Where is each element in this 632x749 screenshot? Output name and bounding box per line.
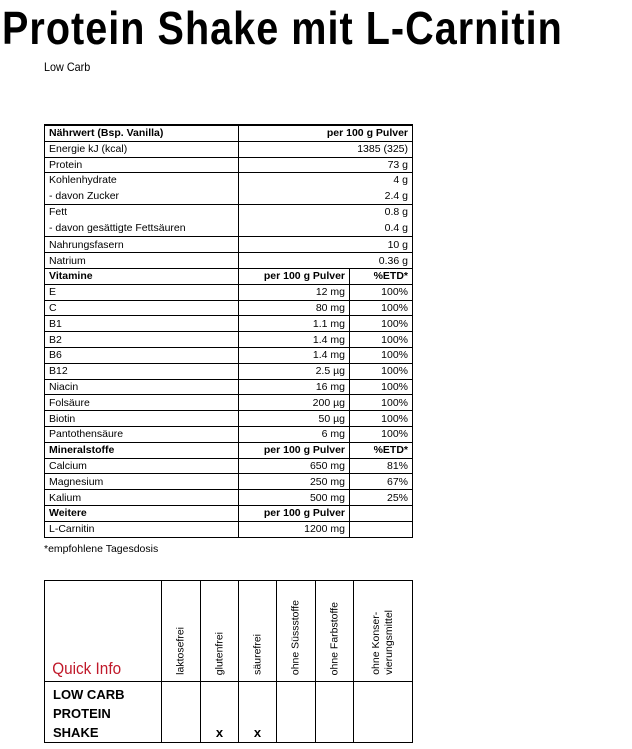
vitamin-row [45, 300, 413, 316]
nutrient-label [45, 205, 239, 237]
other-amount: 1200 mg [239, 521, 350, 537]
quick-info-product-row [45, 682, 413, 743]
vitamin-etd: 100% [350, 347, 413, 363]
quick-info-column [277, 581, 316, 682]
vitamin-etd: 100% [350, 300, 413, 316]
carbs-label: Kohlenhydrate [49, 174, 117, 187]
nutrient-label: Energie kJ (kcal) [45, 141, 239, 157]
vitamin-amount: 1.4 mg [239, 332, 350, 348]
vitamin-row [45, 316, 413, 332]
vitamin-row [45, 395, 413, 411]
vitamin-etd: 100% [350, 332, 413, 348]
vitamin-amount: 12 mg [239, 284, 350, 300]
quick-info-header-row [45, 581, 413, 682]
quick-info-column [201, 581, 239, 682]
vitamin-etd: 100% [350, 316, 413, 332]
other-etd [350, 521, 413, 537]
nutrient-value [239, 205, 413, 237]
product-name: LOW CARB PROTEIN SHAKE [53, 687, 125, 740]
quick-info-mark [354, 682, 413, 743]
vitamin-name: Biotin [45, 411, 239, 427]
others-header-label: Weitere [45, 505, 239, 521]
nutrition-row [45, 157, 413, 173]
footnote: *empfohlene Tagesdosis [44, 543, 159, 555]
others-header-empty [350, 505, 413, 521]
quick-info-label: Quick Info [52, 659, 122, 678]
nutrition-header-label: Nährwert (Bsp. Vanilla) [45, 125, 239, 141]
mineral-amount: 650 mg [239, 458, 350, 474]
vitamin-row [45, 411, 413, 427]
column-label: glutenfrei [213, 631, 225, 675]
quick-info-table [44, 580, 413, 743]
sat-fat-label: - davon gesättigte Fettsäuren [49, 221, 186, 234]
quick-info-column [316, 581, 354, 682]
vitamin-row [45, 284, 413, 300]
column-label: ohne Süssstoffe [289, 599, 302, 675]
vitamin-amount: 50 µg [239, 411, 350, 427]
nutrition-header-value: per 100 g Pulver [239, 125, 413, 141]
nutrient-value [239, 173, 413, 205]
other-name: L-Carnitin [45, 521, 239, 537]
nutrient-label: Protein [45, 157, 239, 173]
vitamin-etd: 100% [350, 395, 413, 411]
fat-label: Fett [49, 206, 68, 219]
quick-info-mark [316, 682, 354, 743]
mineral-amount: 250 mg [239, 474, 350, 490]
column-label: laktosefrei [174, 627, 187, 675]
sugar-label: - davon Zucker [49, 189, 120, 202]
vitamin-name: B1 [45, 316, 239, 332]
mineral-name: Magnesium [45, 474, 239, 490]
vitamin-etd: 100% [350, 379, 413, 395]
quick-info-column [162, 581, 201, 682]
nutrient-value: 1385 (325) [239, 141, 413, 157]
other-row [45, 521, 413, 537]
vitamin-name: Folsäure [45, 395, 239, 411]
vitamin-amount: 80 mg [239, 300, 350, 316]
vitamin-etd: 100% [350, 426, 413, 442]
others-header-amount: per 100 g Pulver [239, 505, 350, 521]
mineral-name: Calcium [45, 458, 239, 474]
quick-info-column [354, 581, 413, 682]
vitamin-row [45, 426, 413, 442]
nutrient-label: Nahrungsfasern [45, 237, 239, 253]
vitamins-header-amount: per 100 g Pulver [239, 268, 350, 284]
minerals-header-row [45, 442, 413, 458]
vitamin-amount: 200 µg [239, 395, 350, 411]
quick-info-mark [277, 682, 316, 743]
vitamin-etd: 100% [350, 411, 413, 427]
column-label: ohne Farbstoffe [328, 601, 340, 675]
quick-info-mark: x [239, 682, 277, 743]
vitamin-amount: 2.5 µg [239, 363, 350, 379]
mineral-etd: 67% [350, 474, 413, 490]
page-title: Protein Shake mit L-Carnitin [2, 2, 563, 54]
minerals-header-label: Mineralstoffe [45, 442, 239, 458]
nutrient-value: 10 g [239, 237, 413, 253]
vitamin-name: B12 [45, 363, 239, 379]
nutrition-row [45, 141, 413, 157]
vitamin-amount: 6 mg [239, 426, 350, 442]
mineral-row [45, 474, 413, 490]
product-name-cell [45, 682, 162, 743]
nutrition-row [45, 253, 413, 269]
vitamin-row [45, 347, 413, 363]
mineral-etd: 25% [350, 490, 413, 506]
nutrient-value: 0.36 g [239, 253, 413, 269]
carbs-value: 4 g [393, 174, 408, 187]
nutrition-row [45, 173, 413, 205]
nutrition-table [44, 124, 413, 538]
minerals-header-amount: per 100 g Pulver [239, 442, 350, 458]
vitamin-row [45, 363, 413, 379]
mineral-amount: 500 mg [239, 490, 350, 506]
vitamin-name: Pantothensäure [45, 426, 239, 442]
vitamin-amount: 1.1 mg [239, 316, 350, 332]
quick-info-mark [162, 682, 201, 743]
mineral-etd: 81% [350, 458, 413, 474]
minerals-header-etd: %ETD* [350, 442, 413, 458]
nutrient-label [45, 173, 239, 205]
vitamin-amount: 1.4 mg [239, 347, 350, 363]
nutrition-header-row [45, 125, 413, 141]
vitamins-header-label: Vitamine [45, 268, 239, 284]
sugar-value: 2.4 g [384, 189, 408, 202]
quick-info-label-cell [45, 581, 162, 682]
product-subtitle: Low Carb [44, 60, 91, 74]
vitamin-etd: 100% [350, 284, 413, 300]
vitamins-header-etd: %ETD* [350, 268, 413, 284]
mineral-row [45, 458, 413, 474]
column-label: säurefrei [251, 634, 263, 675]
column-label: ohne Konser- vierungsmittel [370, 610, 395, 675]
mineral-row [45, 490, 413, 506]
quick-info-mark: x [201, 682, 239, 743]
vitamin-row [45, 332, 413, 348]
sat-fat-value: 0.4 g [384, 221, 408, 234]
vitamin-etd: 100% [350, 363, 413, 379]
quick-info-column [239, 581, 277, 682]
vitamins-header-row [45, 268, 413, 284]
vitamin-name: B6 [45, 347, 239, 363]
vitamin-name: Niacin [45, 379, 239, 395]
vitamin-name: E [45, 284, 239, 300]
mineral-name: Kalium [45, 490, 239, 506]
vitamin-row [45, 379, 413, 395]
nutrient-label: Natrium [45, 253, 239, 269]
vitamin-amount: 16 mg [239, 379, 350, 395]
others-header-row [45, 505, 413, 521]
nutrition-row [45, 237, 413, 253]
nutrient-value: 73 g [239, 157, 413, 173]
nutrition-row [45, 205, 413, 237]
vitamin-name: C [45, 300, 239, 316]
vitamin-name: B2 [45, 332, 239, 348]
fat-value: 0.8 g [384, 206, 408, 219]
